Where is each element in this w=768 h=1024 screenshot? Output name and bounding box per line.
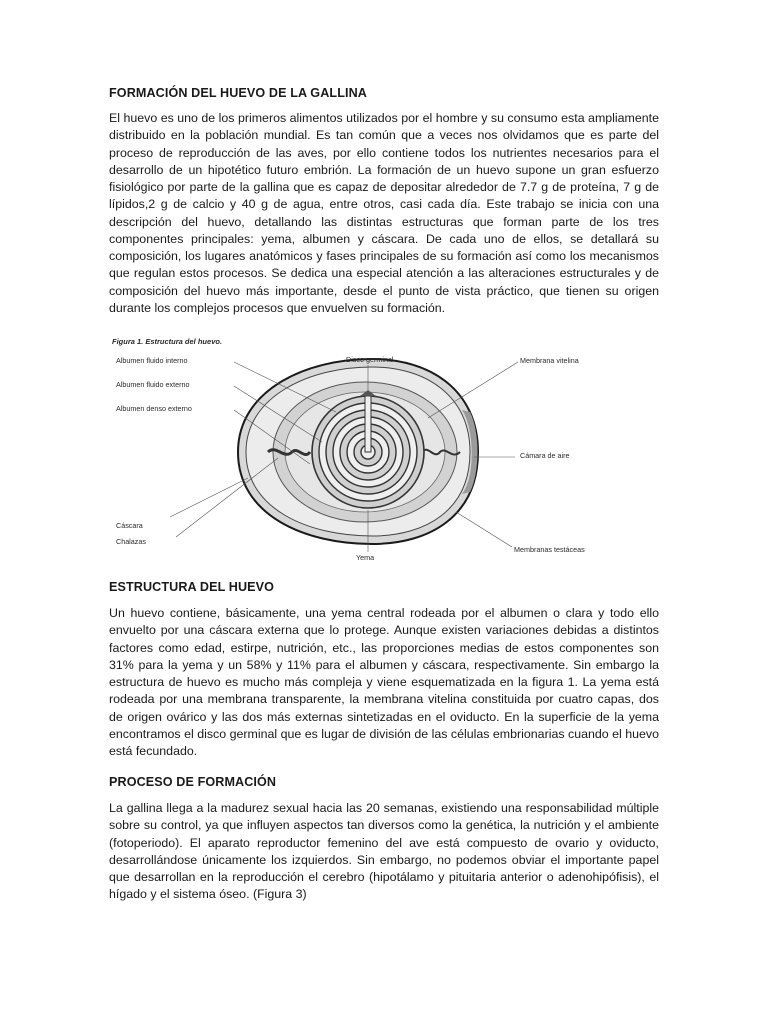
label-disco-germinal: Disco germinal [346, 355, 394, 364]
figure-caption: Figura 1. Estructura del huevo. [112, 337, 223, 346]
label-camara-de-aire: Cámara de aire [520, 451, 570, 460]
label-albumen-fluido-interno: Albumen fluido interno [116, 356, 188, 365]
paragraph-intro: El huevo es uno de los primeros alimentos utilizados por el hombre y su consumo esta ampliamente distribuido en la población mundial. Es tan común que a veces nos olvidamos que es parte del proceso de reproducción de las aves, por ello contiene todos los nutrientes necesarios para el desarrollo de un hipotético futuro embrión. La formación de un huevo supone un gran esfuerzo fisiológico por parte de la gallina que es capaz de depositar alrededor de 7.7 g de proteína, 7 g de lípidos,2 g de calcio y 40 g de agua, entre otros, casi cada día. Este trabajo se inicia con una descripción del huevo, detallando las distintas estructuras que forman parte de los tres componentes principales: yema, albumen y cáscara. De cada uno de ellos, se detallará su composición, los lugares anatómicos y fases principales de su formación así como los mecanismos que regulan estos procesos. Se dedica una especial atención a las alteraciones estructurales y de composición del huevo más importante, desde el punto de vista práctico, que tienen su origen durante los complejos procesos que envuelven su formación. [109, 111, 659, 315]
heading-estructura-huevo: ESTRUCTURA DEL HUEVO [109, 580, 275, 594]
label-albumen-fluido-externo: Albumen fluido externo [116, 380, 190, 389]
label-cascara: Cáscara [116, 521, 143, 530]
egg-structure-figure [110, 332, 645, 572]
heading-proceso-formacion: PROCESO DE FORMACIÓN [109, 775, 277, 789]
label-albumen-denso-externo: Albumen denso externo [116, 404, 192, 413]
label-chalazas: Chalazas [116, 537, 146, 546]
label-membrana-vitelina: Membrana vitelina [520, 356, 579, 365]
yolk [312, 396, 424, 508]
egg-diagram [238, 359, 478, 544]
paragraph-estructura: Un huevo contiene, básicamente, una yema central rodeada por el albumen o clara y todo ello envuelto por una cáscara externa que lo protege. Aunque existen variaciones debidas a distintos factores como edad, estirpe, nutrición, etc., las proporciones medias de estos componentes son 31% para la yema y un 58% y 11% para el albumen y cáscara, respectivamente. Sin embargo la estructura de huevo es mucho más compleja y viene esquematizada en la figura 1. La yema está rodeada por una membrana transparente, la membrana vitelina constituida por cuatro capas, dos de origen ovárico y las dos más externas sintetizadas en el oviducto. En la superficie de la yema encontramos el disco germinal que es lugar de división de las células embrionarias cuando el huevo está fecundado. [109, 606, 659, 758]
label-yema: Yema [356, 553, 375, 562]
label-membranas-testaceas: Membranas testáceas [514, 545, 585, 554]
paragraph-proceso: La gallina llega a la madurez sexual hacia las 20 semanas, existiendo una responsabilidad múltiple sobre su control, ya que influyen aspectos tan diversos como la genética, la nutrición y el ambiente (fotoperiodo). El aparato reproductor femenino del ave está compuesto de ovario y oviducto, desarrollándose únicamente los izquierdos. Sin embargo, no podemos obviar el importante papel que desarrollan en la reproducción el cerebro (hipotálamo y pituitaria anterior o adenohipófisis), el hígado y el sistema óseo. (Figura 3) [109, 801, 659, 902]
heading-formacion-huevo: FORMACIÓN DEL HUEVO DE LA GALLINA [109, 86, 367, 100]
